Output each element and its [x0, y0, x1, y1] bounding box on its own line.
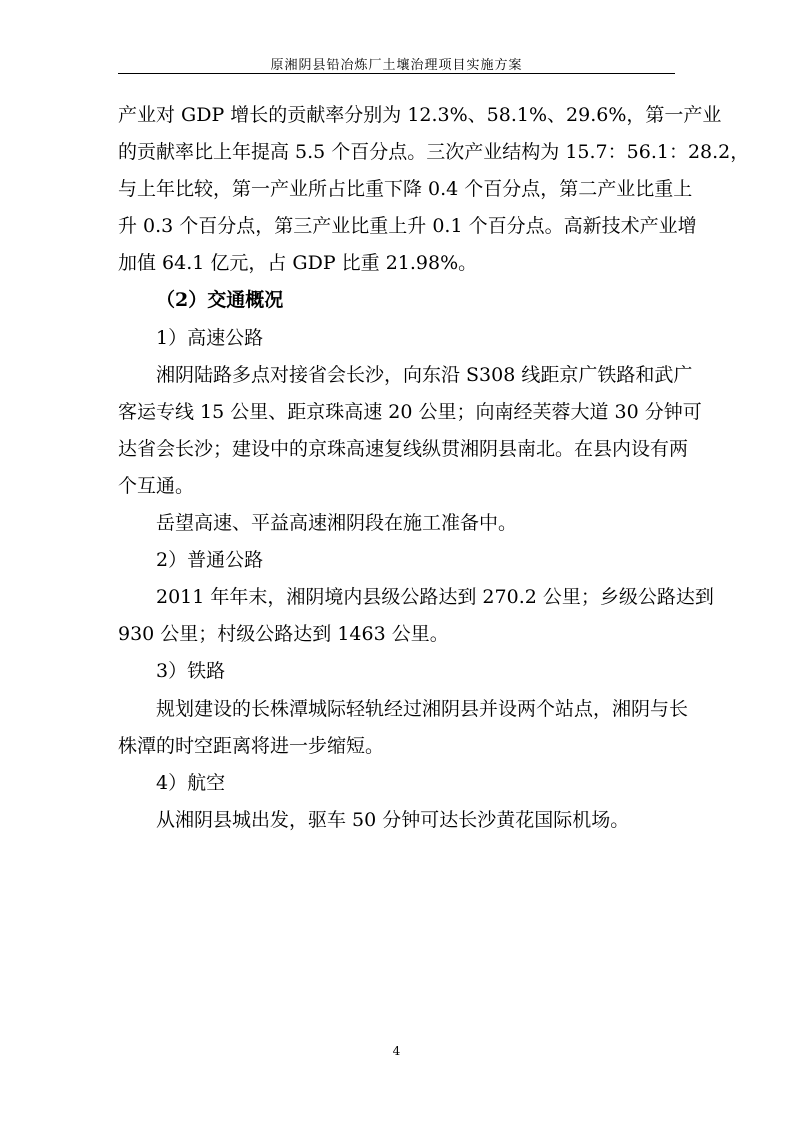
subsection-heading-aviation: 4）航空 — [156, 771, 226, 794]
paragraph-line: 湘阴陆路多点对接省会长沙，向东沿 S308 线距京广铁路和武广 — [156, 363, 693, 386]
paragraph-line: 与上年比较，第一产业所占比重下降 0.4 个百分点，第二产业比重上 — [118, 178, 693, 201]
paragraph-line: 客运专线 15 公里、距京珠高速 20 公里；向南经芙蓉大道 30 分钟可 — [118, 400, 702, 423]
header-divider — [118, 73, 675, 74]
paragraph-line: 个互通。 — [118, 474, 195, 497]
document-body — [118, 97, 750, 839]
page-number: 4 — [392, 1044, 401, 1058]
subsection-heading-road: 2）普通公路 — [156, 549, 264, 572]
paragraph-line: 从湘阴县城出发，驱车 50 分钟可达长沙黄花国际机场。 — [156, 808, 630, 831]
paragraph-line: 岳望高速、平益高速湘阴段在施工准备中。 — [156, 512, 518, 535]
paragraph-line: 加值 64.1 亿元，占 GDP 比重 21.98%。 — [118, 252, 478, 275]
paragraph-line: 产业对 GDP 增长的贡献率分别为 12.3%、58.1%、29.6%，第一产业 — [118, 104, 722, 126]
section-heading: （2）交通概况 — [156, 289, 284, 312]
subsection-heading-railway: 3）铁路 — [156, 660, 226, 683]
paragraph-line: 930 公里；村级公路达到 1463 公里。 — [118, 623, 449, 646]
paragraph-line: 达省会长沙；建设中的京珠高速复线纵贯湘阴县南北。在县内设有两 — [118, 437, 689, 460]
paragraph-line: 规划建设的长株潭城际轻轨经过湘阴县并设两个站点，湘阴与长 — [156, 697, 689, 720]
page-header: 原湘阴县铅冶炼厂土壤治理项目实施方案 — [270, 58, 523, 73]
paragraph-line: 株潭的时空距离将进一步缩短。 — [118, 734, 385, 757]
subsection-heading-highway: 1）高速公路 — [156, 326, 264, 349]
paragraph-line: 升 0.3 个百分点，第三产业比重上升 0.1 个百分点。高新技术产业增 — [118, 215, 697, 238]
paragraph-line: 2011 年年末，湘阴境内县级公路达到 270.2 公里；乡级公路达到 — [156, 586, 714, 609]
paragraph-line: 的贡献率比上年提高 5.5 个百分点。三次产业结构为 15.7：56.1：28.2， — [118, 141, 750, 164]
